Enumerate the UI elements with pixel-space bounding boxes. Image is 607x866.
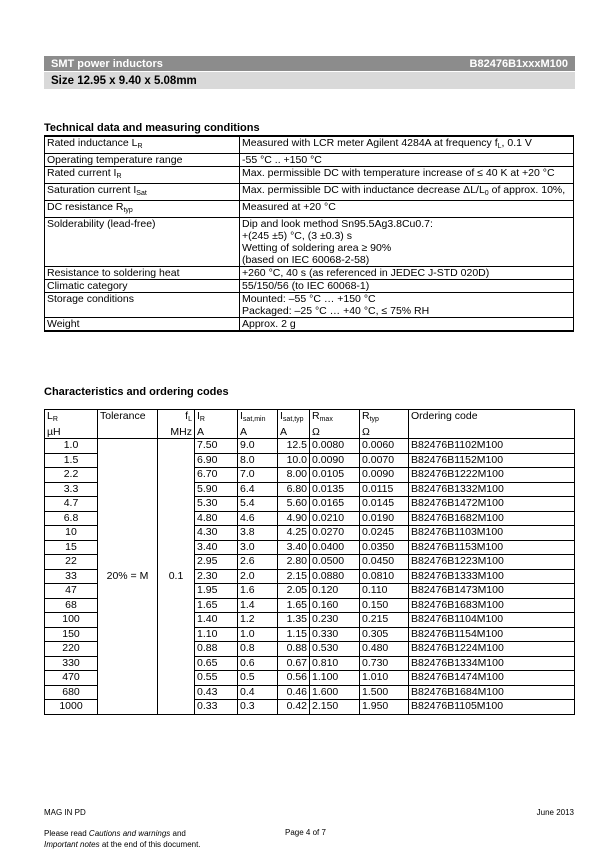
cell-inductance: 3.3	[45, 482, 98, 497]
cell-isat-min: 0.8	[238, 642, 278, 657]
cell-rtyp: 0.0060	[360, 439, 409, 454]
table-row	[45, 439, 575, 454]
tech-label: DC resistance $R_{typ}$	[45, 201, 240, 218]
cell-ordering-code: B82476B1223M100	[409, 555, 575, 570]
size-text: Size 12.95 x 9.40 x 5.08mm	[51, 74, 197, 87]
cell-rtyp: 1.950	[360, 700, 409, 715]
cell-rmax: 0.0400	[310, 540, 360, 555]
cell-isat-min: 0.3	[238, 700, 278, 715]
cell-rated-current: 2.95	[195, 555, 238, 570]
tech-row	[45, 184, 574, 201]
size-bar	[44, 72, 575, 89]
technical-title: Technical data and measuring conditions	[44, 122, 260, 134]
cell-isat-min: 1.4	[238, 598, 278, 613]
tech-value: Approx. 2 g	[240, 318, 574, 332]
cell-isat-min: 6.4	[238, 482, 278, 497]
tech-label: Storage conditions	[45, 293, 240, 318]
cell-rated-current: 6.70	[195, 468, 238, 483]
cell-rtyp: 0.0190	[360, 511, 409, 526]
cell-rmax: 0.0210	[310, 511, 360, 526]
tech-value: Max. permissible DC with inductance decrease $\Delta L/L_0$ of approx. 10%,	[240, 184, 574, 201]
col-ordering-code: Ordering code	[409, 410, 575, 439]
cell-isat-min: 1.2	[238, 613, 278, 628]
col-isatmin: $I_{sat,min}$ A	[238, 410, 278, 439]
cell-isat-typ: 1.65	[278, 598, 310, 613]
cell-isat-typ: 0.88	[278, 642, 310, 657]
cell-ordering-code: B82476B1105M100	[409, 700, 575, 715]
cell-rated-current: 0.65	[195, 656, 238, 671]
cell-rmax: 1.600	[310, 685, 360, 700]
cell-rmax: 0.230	[310, 613, 360, 628]
tech-value: Mounted: –55 °C … +150 °C Packaged: –25 °C … +40 °C, ≤ 75% RH	[240, 293, 574, 318]
cell-rtyp: 0.0450	[360, 555, 409, 570]
tech-value: Dip and look method Sn95.5Ag3.8Cu0.7: +(245 ±5) °C, (3 ±0.3) s Wetting of soldering area ≥ 90% (based on IEC 60068-2-58)	[240, 218, 574, 267]
cell-rmax: 0.0165	[310, 497, 360, 512]
cell-isat-typ: 4.90	[278, 511, 310, 526]
cell-isat-min: 3.8	[238, 526, 278, 541]
cell-inductance: 22	[45, 555, 98, 570]
cell-ordering-code: B82476B1474M100	[409, 671, 575, 686]
cell-isat-typ: 5.60	[278, 497, 310, 512]
cell-isat-typ: 12.5	[278, 439, 310, 454]
cell-rtyp: 0.0115	[360, 482, 409, 497]
cell-rmax: 0.0500	[310, 555, 360, 570]
cell-isat-min: 2.6	[238, 555, 278, 570]
cell-rmax: 0.530	[310, 642, 360, 657]
technical-table	[44, 135, 574, 332]
cell-isat-typ: 0.67	[278, 656, 310, 671]
cell-isat-min: 9.0	[238, 439, 278, 454]
cell-isat-min: 1.6	[238, 584, 278, 599]
cell-rated-current: 1.40	[195, 613, 238, 628]
cell-rtyp: 0.110	[360, 584, 409, 599]
cell-isat-typ: 3.40	[278, 540, 310, 555]
cell-rmax: 2.150	[310, 700, 360, 715]
cell-isat-min: 2.0	[238, 569, 278, 584]
tech-label: Climatic category	[45, 280, 240, 293]
cell-ordering-code: B82476B1332M100	[409, 482, 575, 497]
cell-isat-typ: 10.0	[278, 453, 310, 468]
cell-isat-min: 3.0	[238, 540, 278, 555]
footer-left: MAG IN PD	[44, 808, 86, 817]
cell-isat-min: 0.4	[238, 685, 278, 700]
cell-isat-typ: 2.05	[278, 584, 310, 599]
cell-rtyp: 0.0245	[360, 526, 409, 541]
cell-rtyp: 0.0145	[360, 497, 409, 512]
cell-isat-min: 1.0	[238, 627, 278, 642]
cell-ordering-code: B82476B1682M100	[409, 511, 575, 526]
cell-ordering-code: B82476B1683M100	[409, 598, 575, 613]
cell-rmax: 0.0090	[310, 453, 360, 468]
tech-row	[45, 167, 574, 184]
cell-inductance: 330	[45, 656, 98, 671]
cell-ordering-code: B82476B1472M100	[409, 497, 575, 512]
cell-isat-min: 7.0	[238, 468, 278, 483]
tech-label: Operating temperature range	[45, 154, 240, 167]
cell-inductance: 15	[45, 540, 98, 555]
tech-label: Resistance to soldering heat	[45, 267, 240, 280]
col-fl: $f_L$ MHz	[158, 410, 195, 439]
cell-inductance: 4.7	[45, 497, 98, 512]
cell-rated-current: 1.95	[195, 584, 238, 599]
cell-isat-typ: 2.15	[278, 569, 310, 584]
cell-rtyp: 0.0810	[360, 569, 409, 584]
cell-rtyp: 0.0350	[360, 540, 409, 555]
cell-isat-typ: 0.46	[278, 685, 310, 700]
cell-ordering-code: B82476B1102M100	[409, 439, 575, 454]
cell-rtyp: 0.0070	[360, 453, 409, 468]
col-ir: $I_R$ A	[195, 410, 238, 439]
tech-value: -55 °C .. +150 °C	[240, 154, 574, 167]
cell-isat-typ: 1.15	[278, 627, 310, 642]
cell-ordering-code: B82476B1224M100	[409, 642, 575, 657]
cell-isat-typ: 1.35	[278, 613, 310, 628]
cell-inductance: 470	[45, 671, 98, 686]
cell-tolerance: 20% = M	[98, 439, 158, 715]
page-number: Page 4 of 7	[285, 828, 326, 837]
footer-date: June 2013	[536, 808, 574, 817]
cell-rtyp: 0.150	[360, 598, 409, 613]
header-bar	[44, 56, 575, 71]
tech-row	[45, 154, 574, 167]
cell-rtyp: 0.215	[360, 613, 409, 628]
cell-rated-current: 4.80	[195, 511, 238, 526]
cell-isat-typ: 8.00	[278, 468, 310, 483]
cell-frequency: 0.1	[158, 439, 195, 715]
cell-rated-current: 5.30	[195, 497, 238, 512]
cell-rmax: 0.0080	[310, 439, 360, 454]
cell-rmax: 0.330	[310, 627, 360, 642]
cell-ordering-code: B82476B1104M100	[409, 613, 575, 628]
cell-inductance: 150	[45, 627, 98, 642]
cell-isat-typ: 0.56	[278, 671, 310, 686]
cell-ordering-code: B82476B1473M100	[409, 584, 575, 599]
tech-label: Rated inductance $L_R$	[45, 136, 240, 154]
cell-rtyp: 1.500	[360, 685, 409, 700]
tech-label: Saturation current $I_{Sat}$	[45, 184, 240, 201]
cell-isat-min: 0.5	[238, 671, 278, 686]
cell-rated-current: 0.88	[195, 642, 238, 657]
cell-rated-current: 0.43	[195, 685, 238, 700]
cell-rmax: 0.0105	[310, 468, 360, 483]
cell-rated-current: 2.30	[195, 569, 238, 584]
tech-value: Measured with LCR meter Agilent 4284A at frequency $f_L$, 0.1 V	[240, 136, 574, 154]
cell-rmax: 0.0135	[310, 482, 360, 497]
cell-rated-current: 3.40	[195, 540, 238, 555]
tech-row	[45, 136, 574, 154]
tech-row	[45, 280, 574, 293]
cell-isat-typ: 0.42	[278, 700, 310, 715]
tech-row	[45, 293, 574, 318]
cell-rmax: 0.160	[310, 598, 360, 613]
header-row	[45, 410, 575, 439]
footer-notes: Please read Cautions and warnings and Important notes at the end of this document.	[44, 829, 201, 849]
tech-value: 55/150/56 (to IEC 60068-1)	[240, 280, 574, 293]
tech-row	[45, 201, 574, 218]
cell-inductance: 6.8	[45, 511, 98, 526]
part-number: B82476B1xxxM100	[469, 57, 568, 70]
cell-rated-current: 0.33	[195, 700, 238, 715]
cell-rated-current: 7.50	[195, 439, 238, 454]
cell-inductance: 2.2	[45, 468, 98, 483]
col-rtyp: $R_{typ}$ Ω	[360, 410, 409, 439]
cell-ordering-code: B82476B1154M100	[409, 627, 575, 642]
cell-rtyp: 0.0090	[360, 468, 409, 483]
tech-value: Measured at +20 °C	[240, 201, 574, 218]
characteristics-table	[44, 409, 575, 715]
cell-rated-current: 1.10	[195, 627, 238, 642]
cell-inductance: 680	[45, 685, 98, 700]
cell-rated-current: 6.90	[195, 453, 238, 468]
cell-inductance: 1.5	[45, 453, 98, 468]
tech-row	[45, 218, 574, 267]
cell-rmax: 0.0270	[310, 526, 360, 541]
cell-isat-min: 4.6	[238, 511, 278, 526]
cell-ordering-code: B82476B1334M100	[409, 656, 575, 671]
cell-rtyp: 0.730	[360, 656, 409, 671]
col-rmax: $R_{max}$ Ω	[310, 410, 360, 439]
cell-inductance: 1.0	[45, 439, 98, 454]
cell-ordering-code: B82476B1684M100	[409, 685, 575, 700]
cell-inductance: 220	[45, 642, 98, 657]
cell-ordering-code: B82476B1222M100	[409, 468, 575, 483]
cell-rated-current: 1.65	[195, 598, 238, 613]
cell-rtyp: 0.480	[360, 642, 409, 657]
cell-inductance: 1000	[45, 700, 98, 715]
cell-isat-typ: 4.25	[278, 526, 310, 541]
cell-rated-current: 5.90	[195, 482, 238, 497]
cell-rmax: 0.810	[310, 656, 360, 671]
cell-inductance: 68	[45, 598, 98, 613]
tech-value: +260 °C, 40 s (as referenced in JEDEC J-STD 020D)	[240, 267, 574, 280]
cell-inductance: 10	[45, 526, 98, 541]
cell-ordering-code: B82476B1333M100	[409, 569, 575, 584]
cell-inductance: 100	[45, 613, 98, 628]
cell-inductance: 47	[45, 584, 98, 599]
cell-rated-current: 4.30	[195, 526, 238, 541]
tech-value: Max. permissible DC with temperature increase of ≤ 40 K at +20 °C	[240, 167, 574, 184]
cell-inductance: 33	[45, 569, 98, 584]
col-isattyp: $I_{sat,typ}$ A	[278, 410, 310, 439]
tech-label: Rated current $I_R$	[45, 167, 240, 184]
cell-ordering-code: B82476B1153M100	[409, 540, 575, 555]
cell-rmax: 0.0880	[310, 569, 360, 584]
cell-rmax: 1.100	[310, 671, 360, 686]
cell-isat-typ: 6.80	[278, 482, 310, 497]
cell-ordering-code: B82476B1152M100	[409, 453, 575, 468]
col-lr: $L_R$ µH	[45, 410, 98, 439]
characteristics-title: Characteristics and ordering codes	[44, 386, 229, 398]
cell-ordering-code: B82476B1103M100	[409, 526, 575, 541]
cell-rmax: 0.120	[310, 584, 360, 599]
cell-isat-min: 5.4	[238, 497, 278, 512]
cell-isat-min: 8.0	[238, 453, 278, 468]
tech-label: Weight	[45, 318, 240, 332]
col-tolerance: Tolerance	[98, 410, 158, 439]
tech-row	[45, 267, 574, 280]
tech-row	[45, 318, 574, 332]
cell-isat-min: 0.6	[238, 656, 278, 671]
cell-rtyp: 1.010	[360, 671, 409, 686]
tech-label: Solderability (lead-free)	[45, 218, 240, 267]
cell-rtyp: 0.305	[360, 627, 409, 642]
cell-isat-typ: 2.80	[278, 555, 310, 570]
cell-rated-current: 0.55	[195, 671, 238, 686]
product-title: SMT power inductors	[51, 57, 163, 70]
